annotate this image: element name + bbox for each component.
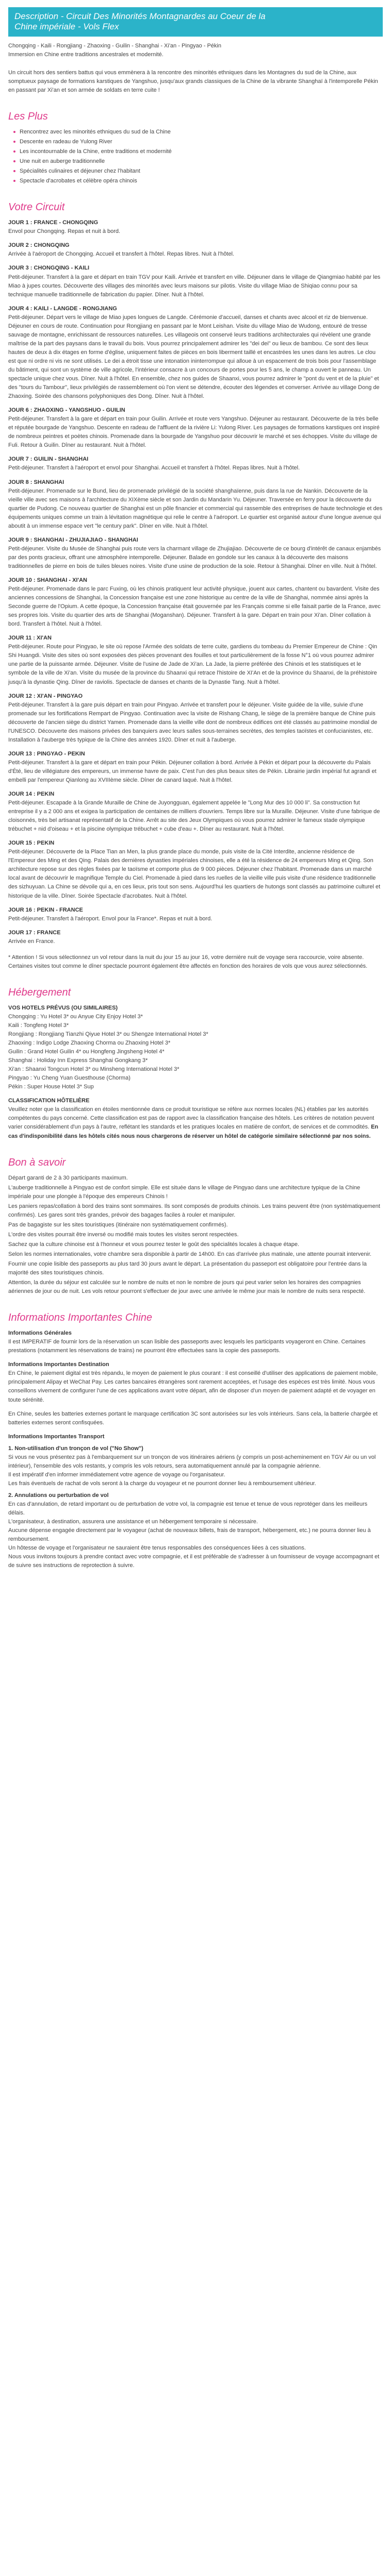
bon-a-savoir-item: Les paniers repas/collation à bord des trains sont sommaires. Ils sont composés de produits chinois. Les trains peuvent être (non systématiquement confirmés). Les gares sont très grandes, prévoir des bagages faciles à rouler et manipuler. — [8, 1203, 380, 1218]
infos-title: Informations Importantes Chine — [8, 1312, 153, 1324]
votre-circuit-title: Votre Circuit — [8, 201, 65, 213]
day-text: Arrivée à l'aéroport de Chongqing. Accueil et transfert à l'hôtel. Repas libres. Nuit à l'hôtel. — [8, 251, 234, 258]
bon-a-savoir-title: Bon à savoir — [8, 1156, 66, 1168]
day-text: Petit-déjeuner. Transfert à l'aéroport. Envol pour la France*. Repas et nuit à bord. — [8, 915, 213, 922]
day-text: Arrivée en France. — [8, 938, 55, 945]
day-title: JOUR 9 : SHANGHAI - ZHUJIAJIAO - SHANGHAI — [8, 536, 138, 543]
plus-item: Descente en radeau de Yulong River — [20, 138, 383, 146]
infos-transport-title: Informations Importantes Transport — [8, 1433, 105, 1440]
transport-item: Il est impératif d'en informer immédiatement votre agence de voyage ou l'organisateur. — [8, 1471, 225, 1478]
day-text: Petit-déjeuner. Promenade sur le Bund, lieu de promenade privilégié de la société shanghaïenne, puis dans la rue de Nankin. Découverte de la vieille ville avec ses maisons à l'architecture du XIXème siècle et son Jardin du Mandarin Yu. Déjeuner. Traversée en ferry pour la découverte du quartier de Pudong. Ce nouveau quartier de Shanghai est un pôle financier et commercial qui rassemble des entreprises de haute technologie et des équipements uniques comme un train à lévitation magnétique qui relie le centre à l'aéroport. Le quartier est organisé autour d'une longue avenue qui aboutit à un immense espace vert "le century park". Dîner en ville. Nuit à l'hôtel. — [8, 487, 383, 529]
infos-gen-title: Informations Générales — [8, 1330, 72, 1337]
day-block — [8, 692, 383, 745]
day-block — [8, 839, 383, 900]
transport-item: Si vous ne vous présentez pas à l'embarquement sur un tronçon de vos itinéraires aériens (y compris un post-acheminement en TGV Air ou un vol intérieur), l'ensemble des vols restants, y compris les vols retours, sera automatiquement annulé par la compagnie aérienne. — [8, 1454, 376, 1469]
day-text: Petit-déjeuner. Transfert à la gare et départ en train TGV pour Kaili. Arrivée et transfert en ville. Déjeuner dans le village de Qiangmiao habité par les Miao à jupes courtes. Découverte des villages des minorités avec leurs maisons sur pilotis. Visite du village Miao de Shiqiao connu pour sa technique manuelle traditionnelle de fabrication du papier. Dîner. Nuit à l'hôtel. — [8, 274, 381, 298]
classif-body: Veuillez noter que la classification en étoiles mentionnée dans ce produit touristique se réfère aux normes locales (NL) établies par les autorités compétentes du pays concerné. Cette classification est pas de rapport avec la classification française des hôtels. Les critères de notation peuvent varier considérablement d'un pays à l'autre, reflétant les standards et les pratiques locales en matière de confort, de services et de commodités. — [8, 1106, 374, 1131]
plus-item: Spécialités culinaires et déjeuner chez l'habitant — [20, 167, 383, 176]
hotel-item: Pékin : Super House Hotel 3* Sup — [8, 1084, 94, 1090]
bon-a-savoir-item: Départ garanti de 2 à 30 participants maximum. — [8, 1174, 128, 1181]
day-block — [8, 906, 383, 923]
day-text: Envol pour Chongqing. Repas et nuit à bord. — [8, 228, 121, 235]
bon-a-savoir-item: L'auberge traditionnelle à Pingyao est de confort simple. Elle est située dans le village de Pingyao dans une architecture typique de la Chine impériale pour une plongée à l'époque des empereurs Chinois ! — [8, 1184, 361, 1200]
intro-paragraph: Un circuit hors des sentiers battus qui vous emmènera à la rencontre des minorités ethniques dans les Montagnes du sud de la Chine, aux somptueux paysage de formations karstiques de Yangshuo, jusqu'aux grands classiques de la Chine de la vibrante Shanghaï à l'intemporelle Pékin en passant par Xi'an et son armée de soldats en terre cuite ! — [8, 69, 378, 93]
infos-digital-text1: En Chine, le paiement digital est très répandu, le moyen de paiement le plus courant : il est conseillé d'utiliser des applications de paiement mobile, principalement Alipay et WeChat Pay. Les cartes bancaires étrangères sont rarement acceptées, et l'usage des espèces est très limité. Nous vous conseillons vivement de configurer l'une de ces applications avant votre départ, afin de disposer d'un moyen de paiement adapté et de voyager en toute sérénité. — [8, 1370, 378, 1403]
hotels-list-title: VOS HOTELS PRÉVUS (OU SIMILAIRES) — [8, 1004, 118, 1011]
day-block — [8, 790, 383, 834]
hotel-item: Xi'an : Shaanxi Tongcun Hotel 3* ou Minsheng International Hotel 3* — [8, 1066, 180, 1073]
plus-item: Une nuit en auberge traditionnelle — [20, 157, 383, 166]
plus-list — [8, 128, 383, 186]
bon-a-savoir-item: Attention, la durée du séjour est calculée sur le nombre de nuits et non le nombre de jours qui peut varier selon les horaires des compagnies aériennes de jour ou de nuit. Les vols retour pourront s'effectuer de jour avec une arrivée le même jour mais le nombre de nuits sera respecté. — [8, 1279, 366, 1295]
day-block — [8, 536, 383, 571]
infos-gen-text: Il est IMPERATIF de fournir lors de la réservation un scan lisible des passeports avec lesquels les participants voyageront en Chine. Certaines prestations (notamment les réservations de trains) ne pourront être effectuées sans la copie des passeports. — [8, 1339, 366, 1354]
day-text: Petit-déjeuner. Transfert à la gare et départ en train pour Guilin. Arrivée et route vers Yangshuo. Déjeuner au restaurant. Découverte de la très belle et réputée bourgade de Yangshuo. Descente en radeau de l'affluent de la rivière Li: Yulong River. Les paysages de formations karstiques ont inspiré de nombreux peintres et poètes chinois. Promenade dans la bourgade de Yangshuo pour découvrir le marché et ses échoppes. Visite du village de Fuli. Retour à Guilin. Dîner au restaurant. Nuit à l'hôtel. — [8, 416, 380, 449]
bon-a-savoir-item: Selon les normes internationales, votre chambre sera disponible à partir de 14h00. En cas d'arrivée plus matinale, une attente pourrait intervenir. — [8, 1251, 372, 1257]
transport-item: 1. Non-utilisation d'un tronçon de vol ("No Show") — [8, 1445, 143, 1452]
transport-item: Aucune dépense engagée directement par le voyageur (achat de nouveaux billets, frais de transport, hébergement, etc.) ne pourra donner lieu à remboursement. — [8, 1527, 371, 1543]
day-title: JOUR 11 : XI'AN — [8, 635, 52, 642]
intro-route-block — [8, 42, 383, 59]
day-block — [8, 634, 383, 686]
hotels-list — [8, 1013, 383, 1091]
day-block — [8, 576, 383, 629]
day-title: JOUR 1 : FRANCE - CHONGQING — [8, 220, 99, 226]
plus-title: Les Plus — [8, 111, 48, 123]
bon-a-savoir-item: L'ordre des visites pourrait être inversé ou modifié mais toutes les visites seront respectées. — [8, 1231, 239, 1238]
day-title: JOUR 13 : PINGYAO - PEKIN — [8, 750, 85, 757]
day-block — [8, 218, 383, 236]
transport-item: Les frais éventuels de rachat de vols seront à la charge du voyageur et ne pourront donner lieu à remboursement ultérieur. — [8, 1480, 316, 1487]
intro-route-sub: Immersion en Chine entre traditions ancestrales et modernité. — [8, 51, 164, 58]
hotel-item: Zhaoxing : Indigo Lodge Zhaoxing Chorma ou Zhaoxing Hotel 3* — [8, 1040, 171, 1047]
transport-item: 2. Annulations ou perturbation de vol — [8, 1492, 109, 1499]
day-text: Petit-déjeuner. Découverte de la Place Tian an Men, la plus grande place du monde, puis visite de la Cité Interdite, ancienne résidence de l'Empereur des Ming et des Qing. Palais des dernières dynasties impériales chinoises, elle a été la résidence de 24 empereurs Ming et Qing. Son architecture repose sur des règles fixées par le taoïsme et comporte plus de 9 000 pièces. Déjeuner chez l'habitant. Promenade dans un marché local avant de découvrir le magnifique Temple du Ciel. Promenade à pied dans les ruelles de la vieille ville puis visite d'une résidence traditionnelle des sizhuyuan. La Chine se dévoile qui a, en ces lieux, pris tout son sens. Aujourd'hui les quartiers de hutongs sont classés au patrimoine culturel et historique de la ville. Dîner. Soirée Spectacle d'acrobates. Nuit à l'hôtel. — [8, 849, 381, 899]
hebergement-title: Hébergement — [8, 986, 71, 998]
day-block — [8, 929, 383, 946]
day-block — [8, 241, 383, 259]
day-block — [8, 406, 383, 450]
infos-digital-title: Informations Importantes Destination — [8, 1361, 109, 1368]
infos-digital-text2: En Chine, seules les batteries externes portant le marquage certification 3C sont autorisées sur les vols intérieurs. Sans cela, la batterie chargée et batteries externes seront confisquées. — [8, 1410, 378, 1426]
page-title-line1: Description - Circuit Des Minorités Montagnardes au Coeur de la — [14, 11, 266, 21]
day-text: Petit-déjeuner. Escapade à la Grande Muraille de Chine de Juyongguan, également appelée le "Long Mur des 10 000 li". Sa construction fut entreprise il y a 2 000 ans et exigea la participation de centaines de milliers d'ouvriers. Temps libre sur la Muraille. Déjeuner. Visite d'une fabrique de cloisonnés, très bel artisanat représentatif de la Chine. Arrêt au site des Jeux Olympiques où vous pourrez admirer le fameux stade olympique trébuchet + nid d'oiseau + et la piscine olympique trébuchet + cube d'eau +. Dîner au restaurant. Nuit à l'hôtel. — [8, 800, 380, 833]
day-text: Petit-déjeuner. Transfert à l'aéroport et envol pour Shanghai. Accueil et transfert à l'hôtel. Repas libres. Nuit à l'hôtel. — [8, 465, 300, 472]
bon-a-savoir-list — [8, 1174, 383, 1297]
transport-list — [8, 1444, 383, 1571]
day-block — [8, 264, 383, 299]
days-list — [8, 218, 383, 946]
circuit-note: * Attention ! Si vous sélectionnez un vol retour dans la nuit du jour 15 au jour 16, votre dernière nuit de voyage sera raccourcie, voire absente. Certaines visites tout comme le dîner spectacle pourront également être affectés en fonction des horaires de vols que vous aurez sélectionnés. — [8, 954, 368, 969]
bon-a-savoir-item: Sachez que la culture chinoise est à l'honneur et vous pourrez tester le goût des spécialités locales à chaque étape. — [8, 1241, 300, 1248]
plus-item: Rencontrez avec les minorités ethniques du sud de la Chine — [20, 128, 383, 137]
day-block — [8, 455, 383, 473]
day-text: Petit-déjeuner. Visite du Musée de Shanghai puis route vers la charmant village de Zhujiajiao. Découverte de ce bourg d'intérêt de canaux enjambés par des ponts gracieux, offrant une atmosphère intemporelle. Déjeuner. Balade en gondole sur les canaux à la découverte des maisons traditionnelles de pierre en bois de tuiles bleues noires. Visite d'une usine de production de la soie. Retour à Shanghai. Dîner en ville. Nuit à l'hôtel. — [8, 545, 381, 569]
classif-bold: En cas d'indisponibilité dans les hôtels cités nous nous chargerons de réserver un hôtel de catégorie similaire sélectionné par nos soins. — [8, 1124, 379, 1139]
day-title: JOUR 2 : CHONGQING — [8, 242, 70, 249]
day-text: Petit-déjeuner. Transfert à la gare puis départ en train pour Pingyao. Arrivée et transfert pour le déjeuner. Visite guidée de la ville, suivie d'une promenade sur les fortifications Rempart de Pingyao. Continuation avec la visite de Rishang Chang, le siège de la première banque de Chine puis découverte de l'ancien siège du district Yamen. Promenade dans la vieille ville dont de nombreux édifices ont été classés au patrimoine mondial de l'UNESCO. Découverte des maisons privées des banquiers avec leurs salles sous-terraines secrètes, des temples taoïstes et confucianistes, etc. Installation à l'auberge très typique de la Chine des années 1920. Dîner et nuit à l'auberge. — [8, 701, 378, 743]
day-title: JOUR 3 : CHONGQING - KAILI — [8, 265, 90, 272]
plus-item: Spectacle d'acrobates et célèbre opéra chinois — [20, 177, 383, 186]
day-block — [8, 478, 383, 531]
day-text: Petit-déjeuner. Route pour Pingyao, le site où repose l'Armée des soldats de terre cuite, gardiens du tombeau du Premier Empereur de Chine : Qin Shi Huangdi. Visite des sites où sont exposées des pièces provenant des fouilles et tout particulièrement de la fosse N°1 où vous pourrez admirer une partie de la puissante armée. Déjeuner. Visite de l'usine de Jade de Xi'an. La Jade, la pierre préférée des Chinois et les statistiques et le symbole de la ville de Xi'an. Visite du musée de la province du Shaanxi qui retrace l'histoire de XI'An et de la province du Shaanxi, de la préhistoire jusqu'à la dynastie Qing. Dîner de raviolis. Spectacle de danses et chants de la Dynastie Tang. Nuit à l'hôtel. — [8, 644, 378, 685]
hotel-item: Kaili : Tongfeng Hotel 3* — [8, 1022, 69, 1029]
day-text: Petit-déjeuner. Transfert à la gare et départ en train pour Pékin. Déjeuner collation à bord. Arrivée à Pékin et départ pour la découverte du Palais d'Été, lieu de villégiature des empereurs, un immense havre de paix. C'est l'un des plus beaux sites de Pékin. Librairie jardin impérial fut agrandi et embelli par l'empereur Qianlong au XVIIIème siècle. Dîner de canard laqué. Nuit à l'hôtel. — [8, 759, 377, 783]
day-block — [8, 750, 383, 785]
transport-item: Nous vous invitons toujours à prendre contact avec votre compagnie, et il est préférable de s'adresser à un fournisseur de voyage accompagnant et de suivre ses instructions de reprotection à suivre. — [8, 1554, 380, 1569]
hotel-item: Pingyao : Yu Cheng Yuan Guesthouse (Chorma) — [8, 1075, 131, 1082]
transport-item: Un hôtesse de voyage et l'organisateur ne sauraient être tenus responsables des conséquences liées à ces situations. — [8, 1545, 306, 1552]
page-title-banner — [8, 7, 383, 37]
bon-a-savoir-item: Fournir une copie lisible des passeports au plus tard 30 jours avant le départ. La présentation du passeport est obligatoire pour l'entrée dans la majorité des sites touristiques chinois. — [8, 1260, 367, 1276]
classif-title: CLASSIFICATION HÔTELIÈRE — [8, 1098, 90, 1104]
day-text: Petit-déjeuner. Promenade dans le parc Fuxing, où les chinois pratiquent leur activité physique, jouent aux cartes, chantent ou bavardent. Visite des anciennes concessions de Shanghai, la Concession française est une zone historique au centre de la ville de Shanghai, nommée ainsi après la Seconde guerre de l'Opium. A cette époque, la Concession française était gouvernée par les Français comme si elle faisait partie de la France, avec ses propres lois. Visite du quartier des arts de Shanghai (Moganshan). Déjeuner. Transfert à la gare. Départ en train pour Xi'an. Dîner collation à bord. Transfert à l'hôtel. Nuit à l'hôtel. — [8, 586, 381, 628]
day-title: JOUR 10 : SHANGHAI - XI'AN — [8, 577, 87, 583]
day-title: JOUR 7 : GUILIN - SHANGHAI — [8, 456, 89, 463]
day-title: JOUR 16 : PEKIN - FRANCE — [8, 906, 83, 913]
hotel-item: Shanghai : Holiday Inn Express Shanghai Gongkang 3* — [8, 1057, 148, 1064]
day-title: JOUR 4 : KAILI - LANGDE - RONGJIANG — [8, 305, 117, 312]
transport-item: L'organisateur, à destination, assurera une assistance et un hébergement temporaire si nécessaire. — [8, 1519, 258, 1525]
plus-item: Les incontournable de la Chine, entre traditions et modernité — [20, 147, 383, 156]
day-title: JOUR 8 : SHANGHAI — [8, 479, 64, 485]
hotel-item: Chongqing : Yu Hotel 3* ou Anyue City Enjoy Hotel 3* — [8, 1013, 143, 1020]
day-title: JOUR 12 : XI'AN - PINGYAO — [8, 693, 83, 699]
transport-item: En cas d'annulation, de retard important ou de perturbation de votre vol, la compagnie est tenue et tenue de vous reprotéger dans les meilleurs délais. — [8, 1501, 368, 1517]
day-text: Petit-déjeuner. Départ vers le village de Miao jupes longues de Langde. Cérémonie d'accueil, danses et chants avec alcool et riz de bienvenue. Déjeuner en cours de route. Continuation pour Rongjiang en passant par le Mont Leishan. Visite du village Miao de Wudong, entouré de tresse sauvage de montagne, enrichissant de ressources naturelles. Les villageois ont conservé leurs traditions architecturales qui révèlent une grande maîtrise de la part des paysans dans le travail du bois. Vous pourrez principalement admirer les "dei dei" ou lieux de bambou. Ce sont des lieux hautes de deux à dix étages en forme d'église, uniquement faites de pièces en bois liberment taillé et encastrées les unes dans les autres. Le clou est que ni ordre ni vis ne sont utilisés. Le dei a étroit tisse une intonation ininterrompue qui alloue à un espacement de trois bois pour l'assemblage du bâtiment, qui sont un système de ville agricole, l'intérieur consacre à un concours de portes pour les 5 ans, le champ a ouvert le panneau. Un spectacle unique chez vous. Dîner. Nuit à l'hôtel. En ensemble, chez nos guides de Shaanxi, vous pourrez admirer le "pont du vent et de la pluie" et des "tours du Tambour", lieux privilégiés de rassemblement où l'on vient se détendre, écouter des légendes et converser. Arrivée au village Dong de Zhaoxing. Soirée des chansons polyphoniques des Dong. Dîner. Nuit à l'hôtel. — [8, 314, 380, 400]
day-block — [8, 305, 383, 401]
day-title: JOUR 6 : ZHAOXING - YANGSHUO - GUILIN — [8, 407, 125, 414]
hotel-item: Rongjiang : Rongjiang Tianzhi Qiyue Hotel 3* ou Shengze International Hotel 3* — [8, 1031, 208, 1037]
bon-a-savoir-item: Pas de bagagiste sur les sites touristiques (itinéraire non systématiquement confirmés). — [8, 1221, 228, 1228]
page-title-line2: Chine impériale - Vols Flex — [14, 22, 119, 32]
day-title: JOUR 17 : FRANCE — [8, 929, 61, 936]
hotel-item: Guilin : Grand Hotel Guilin 4* ou Hongfeng Jingsheng Hotel 4* — [8, 1049, 165, 1055]
day-title: JOUR 15 : PEKIN — [8, 840, 55, 847]
classif-text — [8, 1105, 383, 1140]
intro-route: Chongqing - Kaili - Rongjiang - Zhaoxing - Guilin - Shanghai - Xi'an - Pingyao - Pékin — [8, 42, 221, 49]
day-title: JOUR 14 : PEKIN — [8, 791, 55, 798]
